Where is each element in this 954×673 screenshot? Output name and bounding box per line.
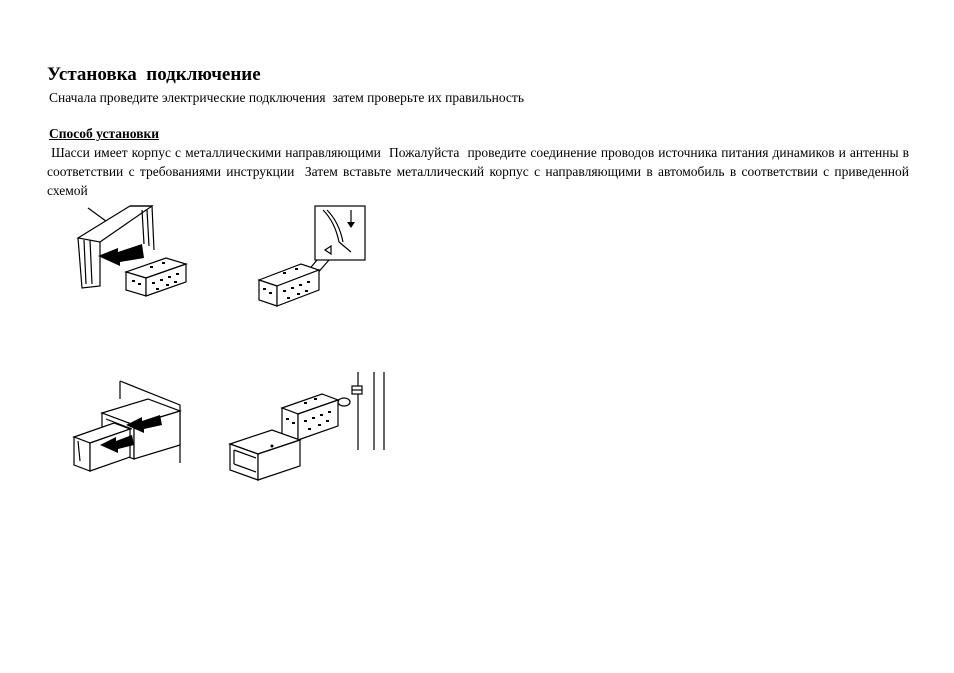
intro-text: Сначала проведите электрические подключения затем проверьте их правильность: [49, 90, 524, 105]
rear-bolt-support-illustration: [228, 368, 388, 488]
section-body: Шасси имеет корпус с металлическими направляющими Пожалуйста проведите соединение проводов источника питания динамиков и антенны в соответствии с требованиями инструкции Затем вставьте металлический корпус с направляющими в автомобиль в соответствии с приведенной схемой: [47, 145, 913, 198]
attach-trim-frame-illustration: [70, 375, 185, 485]
page-title: Установка подключение: [47, 64, 261, 85]
insert-sleeve-into-dashboard-illustration: [70, 200, 190, 300]
bend-tabs-with-screwdriver-illustration: [255, 202, 370, 312]
section-heading: Способ установки: [49, 126, 160, 141]
